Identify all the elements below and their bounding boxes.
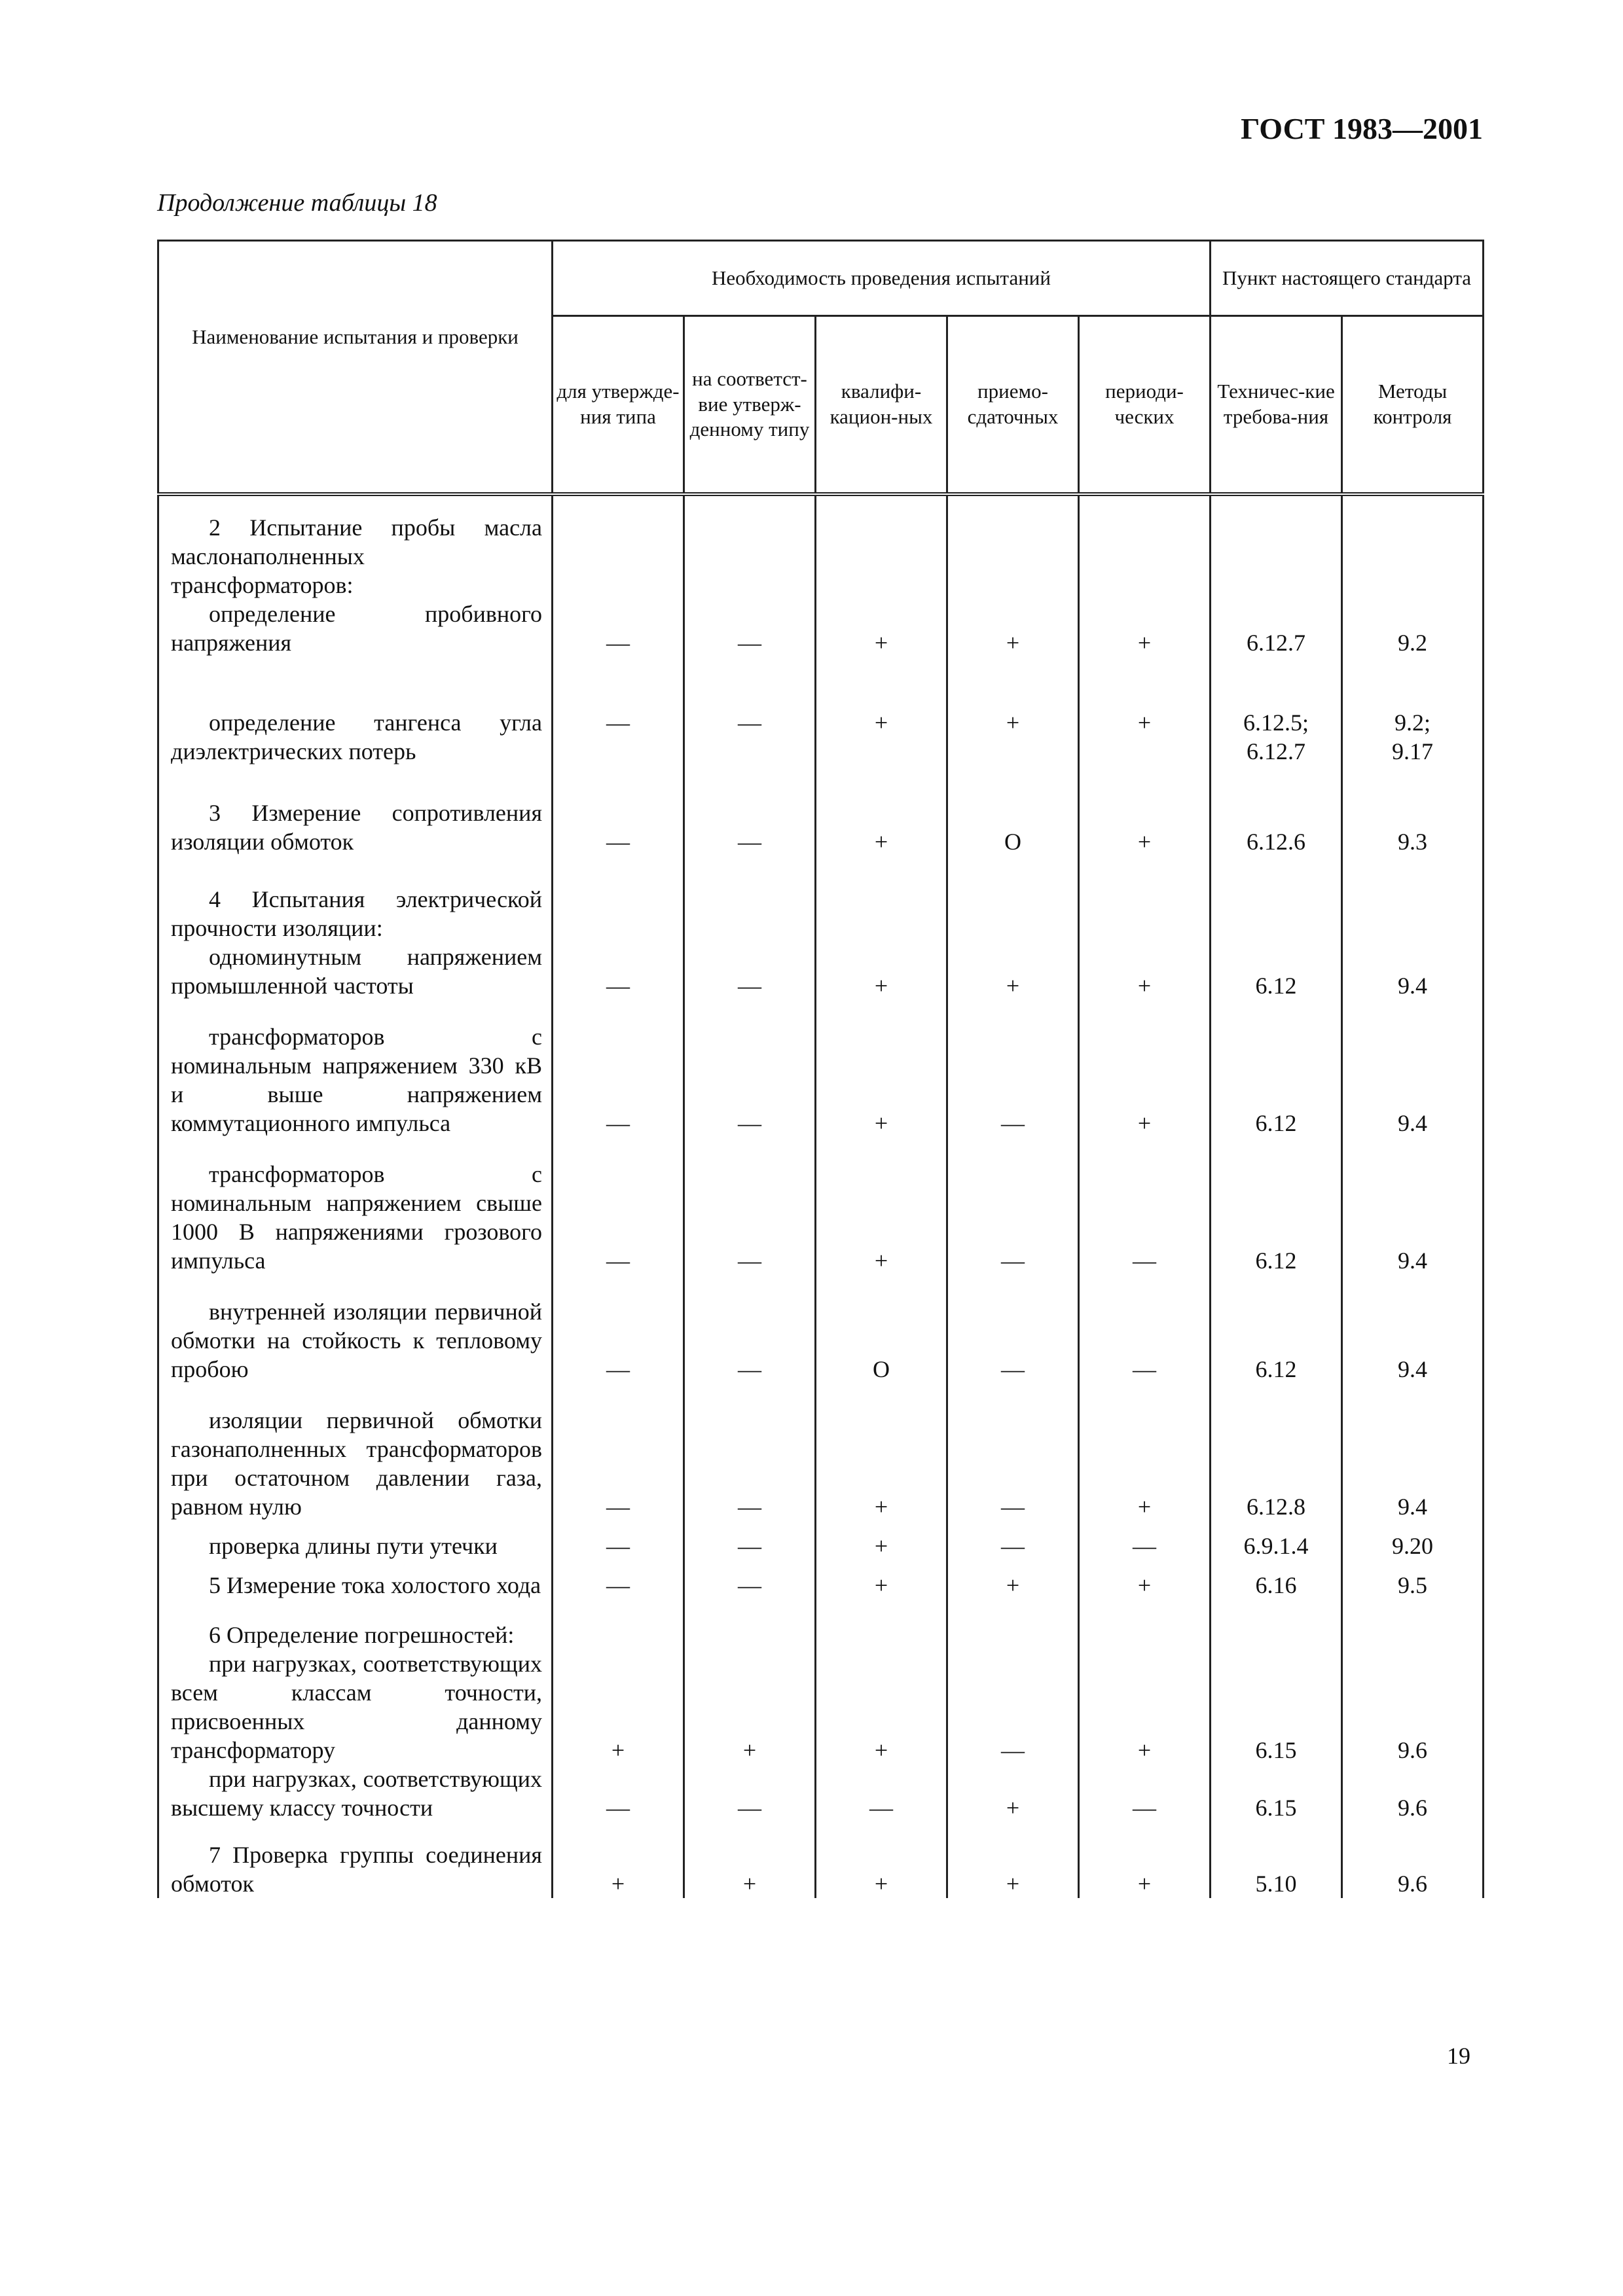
type-approval-cell: — [553,1765,684,1822]
header-tech-requirements: Техничес-кие требова-ния [1211,316,1342,495]
document-id: ГОСТ 1983—2001 [1241,112,1483,145]
periodic-cell: — [1079,1138,1211,1275]
test-name-text: трансформаторов с номинальным напряжением свыше 1000 В напряжениями грозового импульса [171,1161,542,1274]
tech-requirements-cell: 6.15 [1211,1600,1342,1765]
type-conformity-cell: + [684,1822,816,1898]
test-name-text: 4 Испытания электрической прочности изоляции: [171,886,542,941]
qualification-cell: + [816,1600,947,1765]
periodic-cell: + [1079,766,1211,856]
header-type-approval: для утвержде-ния типа [553,316,684,495]
tech-requirements-cell: 6.12.6 [1211,766,1342,856]
test-name-cell [158,1822,553,1898]
table-row [158,1384,1484,1521]
table-row [158,1560,1484,1600]
periodic-cell: + [1079,494,1211,657]
tech-requirements-cell: 6.16 [1211,1560,1342,1600]
qualification-cell: + [816,1000,947,1138]
test-name-text: внутренней изоляции первичной обмотки на стойкость к тепловому пробою [171,1299,542,1382]
type-conformity-cell: — [684,1138,816,1275]
type-conformity-cell: — [684,1000,816,1138]
table-row [158,1275,1484,1384]
header-control-methods: Методы контроля [1342,316,1484,495]
periodic-cell: + [1079,1600,1211,1765]
test-name-text: определение тангенса угла диэлектрических потерь [171,709,542,764]
tech-requirements-cell: 5.10 [1211,1822,1342,1898]
type-conformity-cell: — [684,1765,816,1822]
type-conformity-cell: — [684,856,816,1000]
test-name-cell [158,1384,553,1521]
qualification-cell: + [816,766,947,856]
test-name-cell [158,856,553,1000]
acceptance-cell: + [947,1822,1079,1898]
test-requirements-table [157,240,1484,1898]
acceptance-cell: + [947,494,1079,657]
table-caption: Продолжение таблицы 18 [157,189,437,217]
test-name-text: трансформаторов с номинальным напряжением 330 кВ и выше напряжением коммутационного импульса [171,1024,542,1136]
qualification-cell: + [816,1138,947,1275]
periodic-cell: — [1079,1275,1211,1384]
test-name-text: изоляции первичной обмотки газонаполненных трансформаторов при остаточном давлении газа, равном нулю [171,1407,542,1520]
table-row [158,856,1484,1000]
periodic-cell: + [1079,1000,1211,1138]
periodic-cell: + [1079,1822,1211,1898]
header-tests-necessity: Необходимость проведения испытаний [553,241,1211,316]
control-methods-cell: 9.4 [1342,1275,1484,1384]
qualification-cell: + [816,657,947,766]
test-name-text: 6 Определение погрешностей: [209,1622,515,1648]
periodic-cell: + [1079,1560,1211,1600]
tech-requirements-cell: 6.15 [1211,1765,1342,1822]
control-methods-cell: 9.5 [1342,1560,1484,1600]
test-name-text: 7 Проверка группы соединения обмоток [171,1842,542,1897]
tech-requirements-cell: 6.12.7 [1211,494,1342,657]
type-approval-cell: — [553,657,684,766]
qualification-cell: + [816,856,947,1000]
type-conformity-cell: — [684,657,816,766]
control-methods-cell: 9.4 [1342,856,1484,1000]
type-approval-cell: — [553,1560,684,1600]
qualification-cell: + [816,1521,947,1560]
control-methods-cell: 9.6 [1342,1822,1484,1898]
table-row [158,1138,1484,1275]
test-name-cell [158,1138,553,1275]
test-name-cell [158,1560,553,1600]
header-acceptance: приемо-сдаточных [947,316,1079,495]
table-row [158,1521,1484,1560]
periodic-cell: — [1079,1521,1211,1560]
table-row [158,657,1484,766]
type-conformity-cell: — [684,1275,816,1384]
acceptance-cell: — [947,1600,1079,1765]
periodic-cell: — [1079,1765,1211,1822]
tech-requirements-cell: 6.12 [1211,856,1342,1000]
test-name-cell [158,1000,553,1138]
acceptance-cell: + [947,657,1079,766]
qualification-cell: + [816,1560,947,1600]
periodic-cell: + [1079,1384,1211,1521]
acceptance-cell: — [947,1521,1079,1560]
acceptance-cell: + [947,856,1079,1000]
type-approval-cell: — [553,494,684,657]
control-methods-cell: 9.4 [1342,1384,1484,1521]
test-name-cell [158,657,553,766]
control-methods-cell: 9.4 [1342,1138,1484,1275]
tech-requirements-cell: 6.12 [1211,1138,1342,1275]
control-methods-cell: 9.2 [1342,494,1484,657]
acceptance-cell: О [947,766,1079,856]
type-approval-cell: — [553,1275,684,1384]
qualification-cell: + [816,1822,947,1898]
control-methods-cell: 9.2; 9.17 [1342,657,1484,766]
tech-requirements-cell: 6.12 [1211,1275,1342,1384]
type-approval-cell: — [553,1138,684,1275]
periodic-cell: + [1079,856,1211,1000]
table-row [158,1000,1484,1138]
header-test-name: Наименование испытания и проверки [158,241,553,495]
tech-requirements-cell: 6.12.8 [1211,1384,1342,1521]
table-row [158,766,1484,856]
header-standard-clause: Пункт настоящего стандарта [1211,241,1484,316]
table-row [158,1765,1484,1822]
acceptance-cell: — [947,1000,1079,1138]
qualification-cell: + [816,494,947,657]
test-name-cell [158,494,553,657]
tech-requirements-cell: 6.9.1.4 [1211,1521,1342,1560]
test-name-text: проверка длины пути утечки [209,1533,498,1559]
qualification-cell: О [816,1275,947,1384]
type-approval-cell: + [553,1822,684,1898]
type-approval-cell: — [553,766,684,856]
qualification-cell: — [816,1765,947,1822]
type-conformity-cell: — [684,766,816,856]
control-methods-cell: 9.6 [1342,1765,1484,1822]
type-conformity-cell: — [684,494,816,657]
acceptance-cell: — [947,1384,1079,1521]
qualification-cell: + [816,1384,947,1521]
tech-requirements-cell: 6.12 [1211,1000,1342,1138]
acceptance-cell: — [947,1138,1079,1275]
type-approval-cell: — [553,856,684,1000]
test-name-text: при нагрузках, соответствующих высшему классу точности [171,1766,542,1821]
test-name-cell [158,1521,553,1560]
test-name-text: 2 Испытание пробы масла маслонаполненных трансформаторов: [171,514,542,598]
test-name-cell [158,1600,553,1765]
control-methods-cell: 9.3 [1342,766,1484,856]
tech-requirements-cell: 6.12.5; 6.12.7 [1211,657,1342,766]
control-methods-cell: 9.20 [1342,1521,1484,1560]
control-methods-cell: 9.6 [1342,1600,1484,1765]
test-name-text: одноминутным напряжением промышленной частоты [171,944,542,999]
test-name-text: 3 Измерение сопротивления изоляции обмоток [171,800,542,855]
test-name-cell [158,766,553,856]
type-approval-cell: — [553,1000,684,1138]
type-conformity-cell: — [684,1560,816,1600]
type-approval-cell: + [553,1600,684,1765]
acceptance-cell: + [947,1765,1079,1822]
control-methods-cell: 9.4 [1342,1000,1484,1138]
table-row [158,1822,1484,1898]
table-row [158,494,1484,657]
test-name-text: при нагрузках, соответствующих всем классам точности, присвоенных данному трансформатору [171,1651,542,1763]
header-periodic: периоди-ческих [1079,316,1211,495]
test-name-cell [158,1765,553,1822]
test-name-text: определение пробивного напряжения [171,601,542,656]
acceptance-cell: — [947,1275,1079,1384]
periodic-cell: + [1079,657,1211,766]
type-approval-cell: — [553,1384,684,1521]
type-conformity-cell: + [684,1600,816,1765]
test-name-cell [158,1275,553,1384]
header-type-conformity: на соответст-вие утверж-денному типу [684,316,816,495]
page-number: 19 [1447,2043,1470,2069]
type-conformity-cell: — [684,1521,816,1560]
type-conformity-cell: — [684,1384,816,1521]
test-name-text: 5 Измерение тока холостого хода [209,1572,541,1598]
acceptance-cell: + [947,1560,1079,1600]
header-qualification: квалифи-кацион-ных [816,316,947,495]
table-row [158,1600,1484,1765]
type-approval-cell: — [553,1521,684,1560]
